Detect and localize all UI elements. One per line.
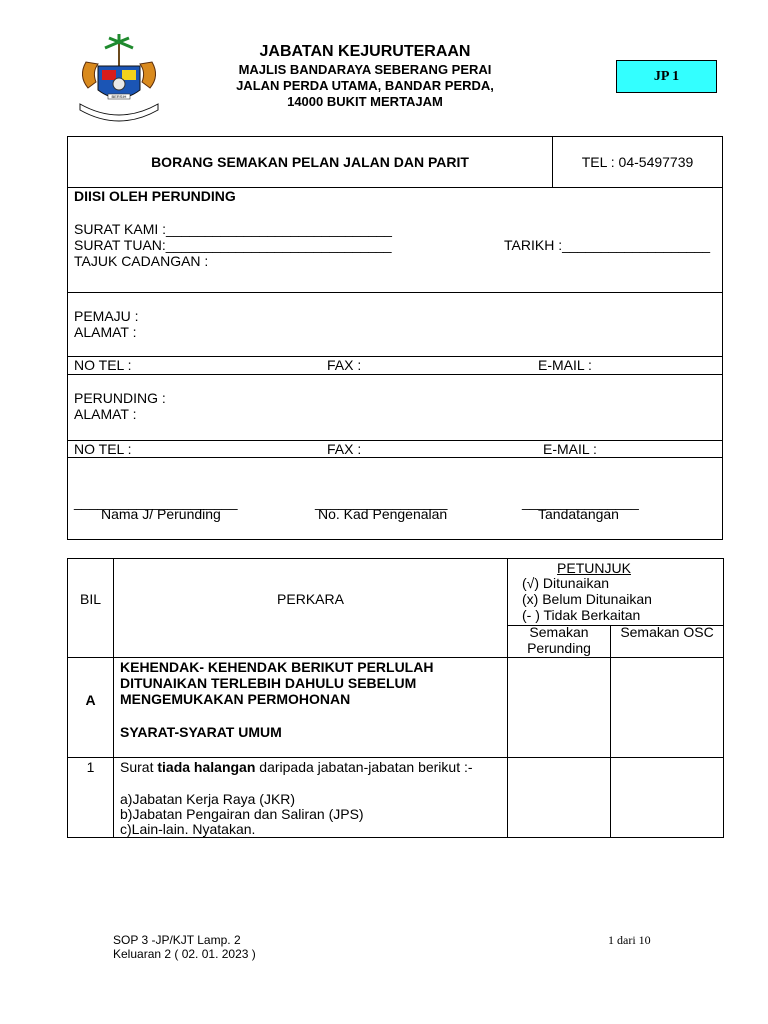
row-1-item-lain: c)Lain-lain. Nyatakan. bbox=[120, 821, 256, 837]
row-1-text: Surat tiada halangan daripada jabatan-jabatan berikut :- bbox=[120, 759, 473, 775]
column-header-perkara: PERKARA bbox=[277, 591, 344, 607]
row-1-semakan-perunding-cell[interactable] bbox=[508, 758, 610, 836]
perunding-email-field[interactable]: E-MAIL : bbox=[543, 441, 597, 457]
row-a-text-line2: DITUNAIKAN TERLEBIH DAHULU SEBELUM bbox=[120, 675, 417, 691]
semakan-osc-header: Semakan OSC bbox=[620, 624, 714, 640]
pemaju-alamat-field[interactable]: ALAMAT : bbox=[74, 324, 137, 340]
department-name: JABATAN KEJURUTERAAN bbox=[259, 43, 471, 60]
ic-number-line[interactable]: _________________ bbox=[315, 494, 448, 510]
legend-tidak-berkaitan: (- ) Tidak Berkaitan bbox=[522, 607, 641, 623]
row-a-semakan-osc-cell[interactable] bbox=[611, 658, 723, 757]
pemaju-email-field[interactable]: E-MAIL : bbox=[538, 357, 592, 373]
pemaju-field[interactable]: PEMAJU : bbox=[74, 308, 139, 324]
nama-perunding-label: Nama J/ Perunding bbox=[101, 506, 221, 522]
row-1-item-jps: b)Jabatan Pengairan dan Saliran (JPS) bbox=[120, 806, 364, 822]
page-number: 1 dari 10 bbox=[608, 933, 651, 947]
svg-text:BERSIH: BERSIH bbox=[111, 94, 127, 99]
keluaran-date: Keluaran 2 ( 02. 01. 2023 ) bbox=[113, 947, 256, 961]
row-a-text-line1: KEHENDAK- KEHENDAK BERIKUT PERLULAH bbox=[120, 659, 434, 675]
signature-sign-line[interactable]: _______________ bbox=[522, 494, 639, 510]
kad-pengenalan-label: No. Kad Pengenalan bbox=[318, 506, 448, 522]
tajuk-cadangan-field[interactable]: TAJUK CADANGAN : bbox=[74, 253, 209, 269]
form-title: BORANG SEMAKAN PELAN JALAN DAN PARIT bbox=[151, 154, 469, 170]
legend-ditunaikan: (√) Ditunaikan bbox=[522, 575, 610, 591]
pemaju-tel-field[interactable]: NO TEL : bbox=[74, 357, 132, 373]
perunding-field[interactable]: PERUNDING : bbox=[74, 390, 166, 406]
form-code-badge: JP 1 bbox=[616, 60, 717, 93]
address-line: JALAN PERDA UTAMA, BANDAR PERDA, bbox=[236, 78, 494, 93]
row-1-item-jkr: a)Jabatan Kerja Raya (JKR) bbox=[120, 791, 296, 807]
section-heading: DIISI OLEH PERUNDING bbox=[74, 188, 236, 204]
semakan-perunding-line1: Semakan bbox=[529, 624, 589, 640]
row-1-semakan-osc-cell[interactable] bbox=[611, 758, 723, 836]
row-a-text-line3: MENGEMUKAKAN PERMOHONAN bbox=[120, 691, 351, 707]
row-a-semakan-perunding-cell[interactable] bbox=[508, 658, 610, 757]
checklist-table bbox=[67, 558, 724, 838]
council-name: MAJLIS BANDARAYA SEBERANG PERAI bbox=[238, 62, 492, 77]
row-a-subheading: SYARAT-SYARAT UMUM bbox=[120, 724, 282, 740]
surat-kami-field[interactable]: SURAT KAMI :_____________________________ bbox=[74, 221, 392, 237]
mbsp-crest-logo bbox=[72, 32, 166, 126]
telephone-number: TEL : 04-5497739 bbox=[581, 154, 694, 170]
semakan-perunding-line2: Perunding bbox=[527, 640, 591, 656]
row-1-label: 1 bbox=[86, 759, 95, 775]
postcode-line: 14000 BUKIT MERTAJAM bbox=[287, 94, 443, 109]
perunding-alamat-field[interactable]: ALAMAT : bbox=[74, 406, 137, 422]
perunding-fax-field[interactable]: FAX : bbox=[327, 441, 362, 457]
letterhead bbox=[200, 42, 530, 110]
petunjuk-heading: PETUNJUK bbox=[557, 560, 631, 576]
applicant-details-form bbox=[67, 136, 723, 540]
pemaju-fax-field[interactable]: FAX : bbox=[327, 357, 362, 373]
row-a-label: A bbox=[85, 692, 96, 708]
perunding-tel-field[interactable]: NO TEL : bbox=[74, 441, 132, 457]
tarikh-field[interactable]: TARIKH :___________________ bbox=[504, 237, 711, 253]
sop-reference: SOP 3 -JP/KJT Lamp. 2 bbox=[113, 933, 241, 947]
surat-tuan-field[interactable]: SURAT TUAN:_____________________________ bbox=[74, 237, 392, 253]
signature-line[interactable]: _____________________ bbox=[74, 494, 238, 510]
column-header-bil: BIL bbox=[79, 591, 101, 607]
tandatangan-label: Tandatangan bbox=[538, 506, 619, 522]
legend-belum-ditunaikan: (x) Belum Ditunaikan bbox=[522, 591, 652, 607]
